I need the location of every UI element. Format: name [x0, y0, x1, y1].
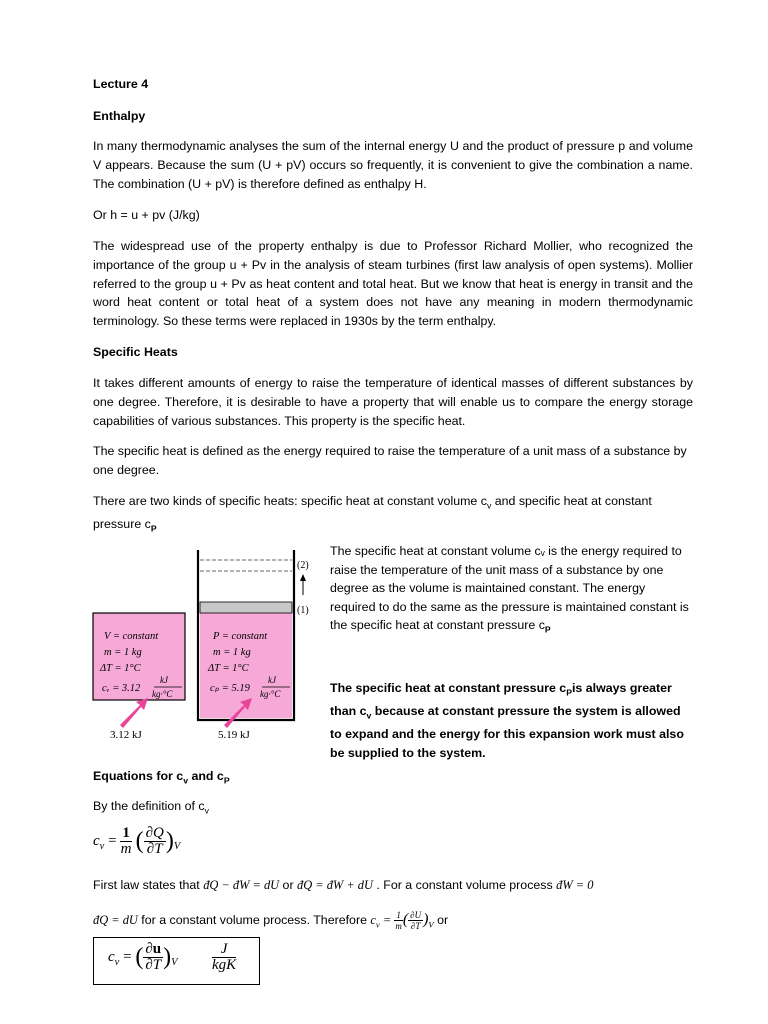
right-energy-label: 5.19 kJ: [218, 729, 250, 741]
specific-heats-paragraph-3: There are two kinds of specific heats: specific heat at constant volume $c_v$ and specific heat at constant pressure $c_P$: [93, 494, 652, 534]
first-law-line: First law states that đQ − đW = dU or đQ = đW + dU . For a constant volume process đW = 0: [93, 878, 594, 892]
right-unit-den: kg·°C: [260, 689, 281, 699]
state-1-label: (1): [297, 605, 309, 616]
constant-volume-line: đQ = dU for a constant volume process. Therefore $c_v$ = $\frac{1}{m}$ ( $\frac{\partial U}{\partial T}$ )$_V$ or: [93, 910, 449, 931]
right-unit-num: kJ: [268, 675, 276, 685]
specific-heat-figure: [90, 545, 325, 745]
specific-heats-paragraph-2: The specific heat is defined as the energy required to raise the temperature of a unit mass of a substance by one degree.: [93, 444, 687, 477]
specific-heats-paragraph-1: It takes different amounts of energy to raise the temperature of identical masses of different substances by one degree. Therefore, it is desirable to have a property that will enable us to compare the energy storage capabilities of various substances. This property is the specific heat.: [93, 376, 693, 428]
left-volume-label: V = constant: [104, 631, 159, 642]
right-cp-label: cₚ = 5.19: [210, 683, 250, 694]
equations-heading: Equations for $c_v$ and $c_P$: [93, 769, 230, 786]
definition-text: By the definition of $c_v$: [93, 799, 209, 816]
enthalpy-paragraph-2: The widespread use of the property enthalpy is due to Professor Richard Mollier, who recognized the importance of the group u + Pv in the analysis of steam turbines (first law analysis of open systems). Mollier referred to the group u + Pv as heat content and total heat. But we know that heat is energy in transit and the word heat content or total heat of a system does not have any meaning in modern thermodynamic terminology. So these terms were replaced in 1930s by the term enthalpy.: [93, 239, 693, 329]
enthalpy-formula: Or h = u + pv (J/kg): [93, 208, 200, 222]
cv-description: The specific heat at constant volume cᵥ is the energy required to raise the temperature of the unit mass of a substance by one degree as the volume is maintained constant. The energy required to do the same as the pressure is maintained constant is the specific heat at constant pressure $c_P$: [330, 544, 689, 635]
left-dt-label: ΔT = 1°C: [100, 663, 141, 674]
left-unit-den: kg·°C: [152, 689, 173, 699]
left-unit-num: kJ: [160, 675, 168, 685]
state-2-label: (2): [297, 560, 309, 571]
specific-heats-heading: Specific Heats: [93, 345, 178, 359]
enthalpy-heading: Enthalpy: [93, 109, 146, 123]
cv-definition-equation: $c_v$ = $\frac{1}{m}$ ( $\frac{\partial Q}{\partial T}$ )$_V$: [93, 825, 181, 857]
right-pressure-label: P = constant: [213, 631, 268, 642]
enthalpy-paragraph-1: In many thermodynamic analyses the sum of the internal energy U and the product of pressure p and volume V appears. Because the sum (U + pV) occurs so frequently, it is convenient to give the combination a name. The combination (U + pV) is therefore defined as enthalpy H.: [93, 139, 693, 191]
cv-result-box: $c_v$ = ( $\frac{\partial u}{\partial T}$ )$_V$ $\frac{J}{\text{kgK}}$: [93, 937, 260, 985]
left-heat-arrow: [120, 698, 148, 728]
cp-greater-description: The specific heat at constant pressure $c_Pis$ always greater than $c_v$ because at constant pressure the system is allowed to expand and the energy for this expansion work must also be supplied to the system.: [330, 681, 684, 760]
lecture-title: Lecture 4: [93, 77, 149, 91]
right-mass-label: m = 1 kg: [213, 647, 251, 658]
piston: [200, 602, 292, 613]
right-dt-label: ΔT = 1°C: [208, 663, 249, 674]
left-mass-label: m = 1 kg: [104, 647, 142, 658]
left-energy-label: 3.12 kJ: [110, 729, 142, 741]
left-cv-label: cᵥ = 3.12: [102, 683, 141, 694]
